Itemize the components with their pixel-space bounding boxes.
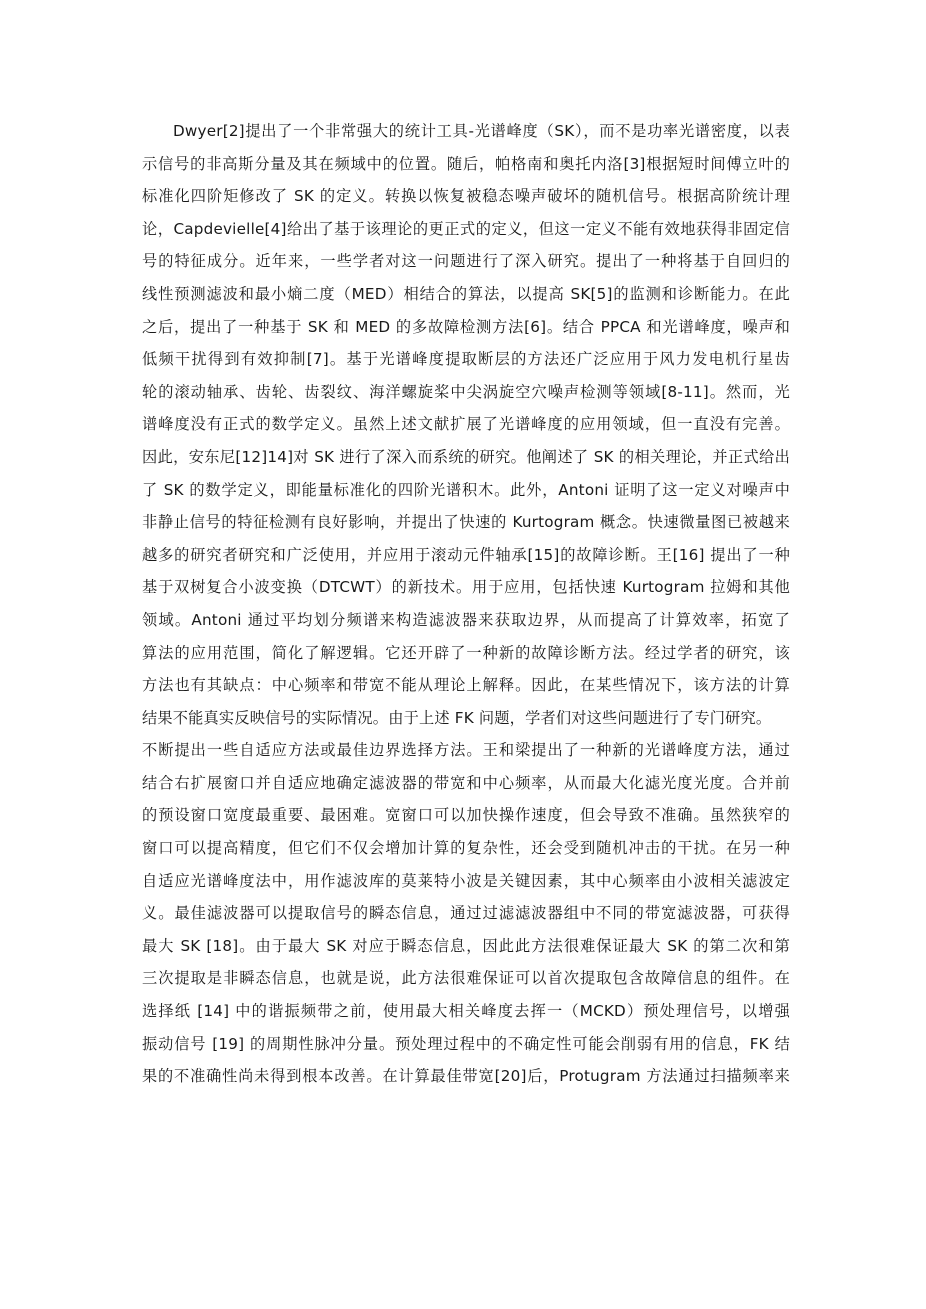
text-line: 因此，安东尼[12]14]对 SK 进行了深入而系统的研究。他阐述了 SK 的相关理论，并正式给出	[142, 447, 790, 466]
text-line: 低频干扰得到有效抑制[7]。基于光谱峰度提取断层的方法还广泛应用于风力发电机行星齿	[142, 350, 790, 369]
text-line: 领域。Antoni 通过平均划分频谱来构造滤波器来获取边界，从而提高了计算效率，拓宽了	[142, 610, 790, 629]
text-line: 线性预测滤波和最小熵二度（MED）相结合的算法，以提高 SK[5]的监测和诊断能力。在此	[142, 284, 790, 303]
text-line: 谱峰度没有正式的数学定义。虽然上述文献扩展了光谱峰度的应用领域，但一直没有完善。	[142, 415, 790, 434]
text-line: 基于双树复合小波变换（DTCWT）的新技术。用于应用，包括快速 Kurtogram 拉姆和其他	[142, 578, 790, 597]
text-line: 结果不能真实反映信号的实际情况。由于上述 FK 问题，学者们对这些问题进行了专门研究。	[142, 708, 772, 727]
text-line: 越多的研究者研究和广泛使用，并应用于滚动元件轴承[15]的故障诊断。王[16] 提出了一种	[142, 545, 790, 564]
text-line: 果的不准确性尚未得到根本改善。在计算最佳带宽[20]后，Protugram 方法通过扫描频率来	[142, 1067, 790, 1086]
text-line: 轮的滚动轴承、齿轮、齿裂纹、海洋螺旋桨中尖涡旋空穴噪声检测等领域[8-11]。然而，光	[142, 382, 790, 401]
text-line: 三次提取是非瞬态信息，也就是说，此方法很难保证可以首次提取包含故障信息的组件。在	[142, 969, 790, 988]
text-line: 最大 SK [18]。由于最大 SK 对应于瞬态信息，因此此方法很难保证最大 SK 的第二次和第	[142, 936, 790, 955]
body-paragraph	[142, 115, 790, 1093]
text-line: 示信号的非高斯分量及其在频域中的位置。随后，帕格南和奥托内洛[3]根据短时间傅立叶的	[142, 154, 790, 173]
text-line: 自适应光谱峰度法中，用作滤波库的莫莱特小波是关键因素，其中心频率由小波相关滤波定	[142, 871, 790, 890]
text-line: Dwyer[2]提出了一个非常强大的统计工具-光谱峰度（SK），而不是功率光谱密度，以表	[173, 122, 790, 140]
text-line: 振动信号 [19] 的周期性脉冲分量。预处理过程中的不确定性可能会削弱有用的信息，FK 结	[142, 1034, 790, 1053]
text-line: 之后，提出了一种基于 SK 和 MED 的多故障检测方法[6]。结合 PPCA 和光谱峰度，噪声和	[142, 317, 790, 336]
text-line: 结合右扩展窗口并自适应地确定滤波器的带宽和中心频率，从而最大化滤光度光度。合并前	[142, 773, 790, 792]
text-line: 了 SK 的数学定义，即能量标准化的四阶光谱积木。此外，Antoni 证明了这一定义对噪声中	[142, 480, 790, 499]
text-line: 论，Capdevielle[4]给出了基于该理论的更正式的定义，但这一定义不能有效地获得非固定信	[142, 219, 790, 238]
text-line: 义。最佳滤波器可以提取信号的瞬态信息，通过过滤滤波器组中不同的带宽滤波器，可获得	[142, 904, 790, 923]
text-line: 的预设窗口宽度最重要、最困难。宽窗口可以加快操作速度，但会导致不准确。虽然狭窄的	[142, 806, 790, 825]
text-line: 窗口可以提高精度，但它们不仅会增加计算的复杂性，还会受到随机冲击的干扰。在另一种	[142, 839, 790, 858]
text-line: 不断提出一些自适应方法或最佳边界选择方法。王和梁提出了一种新的光谱峰度方法，通过	[142, 741, 790, 760]
text-line: 标准化四阶矩修改了 SK 的定义。转换以恢复被稳态噪声破坏的随机信号。根据高阶统计理	[142, 187, 790, 206]
text-line: 非静止信号的特征检测有良好影响，并提出了快速的 Kurtogram 概念。快速微量图已被越来	[142, 513, 790, 532]
text-line: 选择纸 [14] 中的谐振频带之前，使用最大相关峰度去挥一（MCKD）预处理信号，以增强	[142, 1002, 790, 1021]
text-line: 算法的应用范围，简化了解逻辑。它还开辟了一种新的故障诊断方法。经过学者的研究，该	[142, 643, 790, 662]
text-line: 方法也有其缺点：中心频率和带宽不能从理论上解释。因此，在某些情况下，该方法的计算	[142, 676, 790, 695]
text-line: 号的特征成分。近年来，一些学者对这一问题进行了深入研究。提出了一种将基于自回归的	[142, 252, 790, 271]
